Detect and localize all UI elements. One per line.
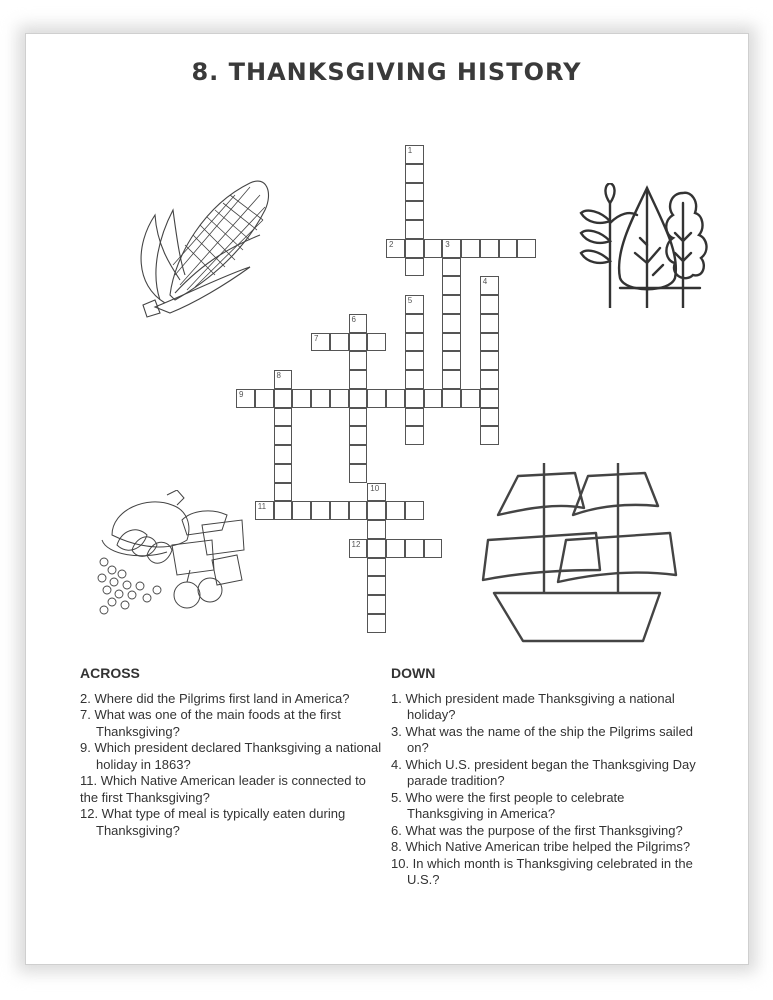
crossword-cell[interactable] xyxy=(349,389,368,408)
crossword-cell[interactable] xyxy=(424,539,443,558)
crossword-cell[interactable] xyxy=(311,389,330,408)
down-clue-10: 10. In which month is Thanksgiving celebrated in the U.S.? xyxy=(391,855,693,887)
down-clue-8: 8. Which Native American tribe helped the Pilgrims? xyxy=(391,839,691,854)
crossword-cell[interactable] xyxy=(330,333,349,352)
crossword-cell[interactable] xyxy=(405,295,424,314)
crossword-cell[interactable] xyxy=(405,370,424,389)
clue-number: 2 xyxy=(389,239,394,249)
across-heading: ACROSS xyxy=(80,665,140,681)
corn-icon xyxy=(115,175,275,320)
crossword-cell[interactable] xyxy=(330,389,349,408)
crossword-cell[interactable] xyxy=(480,408,499,427)
clue-number: 6 xyxy=(351,314,356,324)
clue-number: 4 xyxy=(482,277,488,287)
crossword-cell[interactable] xyxy=(367,520,386,539)
crossword-cell[interactable] xyxy=(367,333,386,352)
crossword-cell[interactable] xyxy=(274,464,293,483)
crossword-cell[interactable] xyxy=(274,389,293,408)
clue-number: 8 xyxy=(276,371,281,380)
crossword-cell[interactable] xyxy=(442,314,461,333)
crossword-cell[interactable] xyxy=(442,389,461,408)
crossword-cell[interactable] xyxy=(480,426,499,445)
down-clue-3: 3. What was the name of the ship the Pilgrims sailed on? xyxy=(391,723,694,755)
crossword-cell[interactable] xyxy=(517,239,536,258)
crossword-cell[interactable] xyxy=(367,558,386,577)
crossword-cell[interactable] xyxy=(367,539,386,558)
clue-number: 3 xyxy=(445,239,450,249)
crossword-cell[interactable] xyxy=(442,276,461,295)
down-heading: DOWN xyxy=(391,665,436,681)
clue-number: 11 xyxy=(257,502,267,512)
crossword-cell[interactable] xyxy=(386,239,405,258)
clue-number: 1 xyxy=(407,146,413,155)
clue-number: 12 xyxy=(351,539,361,549)
crossword-cell[interactable] xyxy=(480,351,499,370)
ship-icon xyxy=(478,458,678,648)
crossword-cell[interactable] xyxy=(330,501,349,520)
crossword-cell[interactable] xyxy=(405,258,424,277)
crossword-cell[interactable] xyxy=(461,239,480,258)
crossword-cell[interactable] xyxy=(442,295,461,314)
crossword-cell[interactable] xyxy=(461,389,480,408)
plants-icon xyxy=(575,183,710,308)
crossword-cell[interactable] xyxy=(367,576,386,595)
crossword-cell[interactable] xyxy=(274,501,293,520)
clue-number: 5 xyxy=(407,296,413,305)
crossword-cell[interactable] xyxy=(255,501,274,520)
crossword-cell[interactable] xyxy=(292,501,311,520)
crossword-cell[interactable] xyxy=(442,370,461,389)
crossword-cell[interactable] xyxy=(424,389,443,408)
crossword-cell[interactable] xyxy=(274,483,293,502)
crossword-cell[interactable] xyxy=(349,314,368,333)
crossword-cell[interactable] xyxy=(349,351,368,370)
crossword-cell[interactable] xyxy=(367,501,386,520)
crossword-cell[interactable] xyxy=(405,501,424,520)
crossword-cell[interactable] xyxy=(311,501,330,520)
crossword-cell[interactable] xyxy=(405,220,424,239)
across-clue-7: 7. What was one of the main foods at the first Thanksgiving? xyxy=(80,707,341,739)
crossword-cell[interactable] xyxy=(405,389,424,408)
clue-number: 10 xyxy=(370,483,380,493)
crossword-cell[interactable] xyxy=(480,314,499,333)
crossword-cell[interactable] xyxy=(255,389,274,408)
crossword-cell[interactable] xyxy=(405,333,424,352)
crossword-cell[interactable] xyxy=(292,389,311,408)
crossword-cell[interactable] xyxy=(442,258,461,277)
crossword-cell[interactable] xyxy=(236,389,255,408)
page-title: 8. THANKSGIVING HISTORY xyxy=(191,58,582,86)
crossword-cell[interactable] xyxy=(349,464,368,483)
harvest-food-icon xyxy=(92,490,257,620)
crossword-cell[interactable] xyxy=(349,501,368,520)
crossword-cell[interactable] xyxy=(405,145,424,164)
crossword-cell[interactable] xyxy=(349,408,368,427)
crossword-cell[interactable] xyxy=(442,333,461,352)
crossword-cell[interactable] xyxy=(386,539,405,558)
crossword-cell[interactable] xyxy=(274,445,293,464)
crossword-cell[interactable] xyxy=(349,539,368,558)
crossword-cell[interactable] xyxy=(367,389,386,408)
crossword-cell[interactable] xyxy=(480,333,499,352)
crossword-cell[interactable] xyxy=(442,351,461,370)
crossword-cell[interactable] xyxy=(367,614,386,633)
crossword-cell[interactable] xyxy=(442,239,461,258)
crossword-cell[interactable] xyxy=(386,501,405,520)
crossword-cell[interactable] xyxy=(349,426,368,445)
crossword-cell[interactable] xyxy=(274,370,293,389)
crossword-cell[interactable] xyxy=(386,389,405,408)
down-clue-5: 5. Who were the first people to celebrate Thanksgiving in America? xyxy=(391,789,625,821)
crossword-cell[interactable] xyxy=(274,408,293,427)
across-clue-11: 11. Which Native American leader is connected to the first Thanksgiving? xyxy=(80,773,366,805)
crossword-cell[interactable] xyxy=(349,333,368,352)
crossword-cell[interactable] xyxy=(480,276,499,295)
crossword-cell[interactable] xyxy=(480,239,499,258)
crossword-cell[interactable] xyxy=(367,595,386,614)
crossword-cell[interactable] xyxy=(480,370,499,389)
crossword-cell[interactable] xyxy=(349,445,368,464)
crossword-cell[interactable] xyxy=(499,239,518,258)
crossword-cell[interactable] xyxy=(405,239,424,258)
clue-number: 9 xyxy=(239,389,244,399)
crossword-cell[interactable] xyxy=(405,164,424,183)
crossword-cell[interactable] xyxy=(274,426,293,445)
crossword-cell[interactable] xyxy=(405,201,424,220)
crossword-cell[interactable] xyxy=(405,426,424,445)
crossword-cell[interactable] xyxy=(405,408,424,427)
crossword-cell[interactable] xyxy=(405,183,424,202)
crossword-cell[interactable] xyxy=(405,539,424,558)
crossword-cell[interactable] xyxy=(480,389,499,408)
down-clue-6: 6. What was the purpose of the first Thanksgiving? xyxy=(391,822,683,838)
down-clues xyxy=(391,665,701,889)
clue-number: 7 xyxy=(314,333,319,343)
down-clue-4: 4. Which U.S. president began the Thanksgiving Day parade tradition? xyxy=(391,756,696,788)
crossword-cell[interactable] xyxy=(405,314,424,333)
crossword-cell[interactable] xyxy=(367,483,386,502)
across-clue-2: 2. Where did the Pilgrims first land in America? xyxy=(80,690,350,706)
crossword-cell[interactable] xyxy=(480,295,499,314)
crossword-cell[interactable] xyxy=(405,351,424,370)
across-clues xyxy=(80,665,385,839)
crossword-cell[interactable] xyxy=(311,333,330,352)
crossword-cell[interactable] xyxy=(424,239,443,258)
across-clue-12: 12. What type of meal is typically eaten during Thanksgiving? xyxy=(80,806,346,838)
down-clue-1: 1. Which president made Thanksgiving a national holiday? xyxy=(391,690,675,722)
across-clue-9: 9. Which president declared Thanksgiving a national holiday in 1863? xyxy=(80,740,382,772)
crossword-cell[interactable] xyxy=(349,370,368,389)
